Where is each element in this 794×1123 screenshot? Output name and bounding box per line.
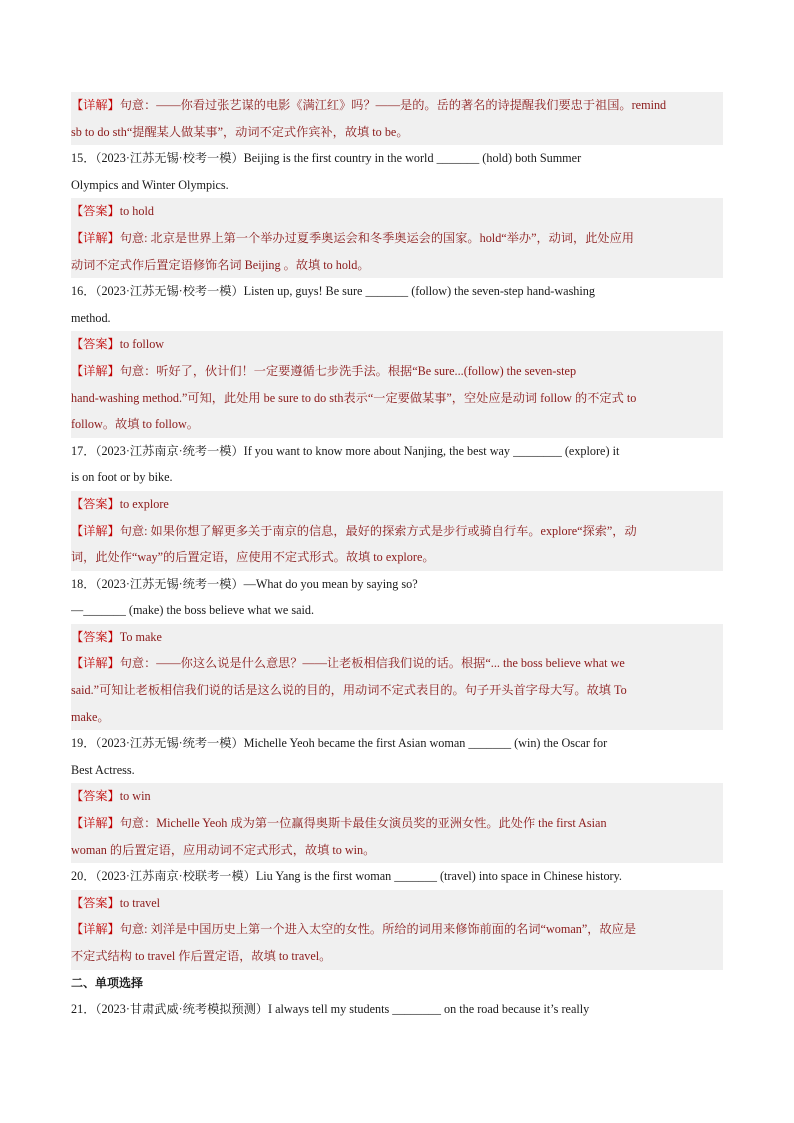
question-line: [71, 863, 723, 890]
question-line: [71, 305, 723, 332]
line-text: Olympics and Winter Olympics.: [71, 177, 229, 192]
line-text: 词，此处作“way”的后置定语，应使用不定式形式。故填 to explore。: [71, 550, 435, 565]
answer-line: [71, 544, 723, 571]
answer-line: [71, 837, 723, 864]
answer-line: [71, 92, 723, 119]
label-tag: 【答案】: [71, 496, 120, 511]
line-text: 不定式结构 to travel 作后置定语，故填 to travel。: [71, 949, 332, 963]
answer-line: [71, 518, 723, 545]
line-text: 20．（2023·江苏南京·校联考一模）Liu Yang is the first woman _______ (travel) into space in Chinese history.: [71, 869, 622, 884]
answer-line: [71, 411, 723, 438]
line-text: make。: [71, 709, 110, 724]
question-line: [71, 996, 723, 1023]
answer-line: [71, 385, 723, 412]
line-text: 19．（2023·江苏无锡·统考一模）Michelle Yeoh became the first Asian woman _______ (win) the Oscar for: [71, 736, 608, 751]
line-text: 21．（2023·甘肃武威·统考模拟预测）I always tell my students ________ on the road because it’s really: [71, 1002, 590, 1017]
label-tag: 【详解】: [71, 230, 120, 245]
label-tag: 【答案】: [71, 204, 120, 219]
question-line: [71, 597, 723, 624]
answer-line: [71, 358, 723, 385]
question-line: [71, 571, 723, 598]
line-text: 15．（2023·江苏无锡·校考一模）Beijing is the first country in the world _______ (hold) both Summer: [71, 151, 582, 166]
line-text: said.”可知让老板相信我们说的话是这么说的目的，用动词不定式表目的。句子开头首字母大写。故填 To: [71, 683, 627, 698]
answer-line: [71, 916, 723, 943]
label-tag: 【详解】: [71, 98, 120, 112]
question-line: [71, 757, 723, 784]
question-line: [71, 730, 723, 757]
answer-line: [71, 119, 723, 146]
answer-line: [71, 650, 723, 677]
line-text: woman 的后置定语，应用动词不定式形式，故填 to win。: [71, 842, 376, 857]
line-text: is on foot or by bike.: [71, 470, 173, 485]
label-tag: 【答案】: [71, 789, 120, 804]
answer-line: [71, 943, 723, 970]
line-text: hand-washing method.”可知，此处用 be sure to do sth表示“一定要做某事”，空处应是动词 follow 的不定式 to: [71, 390, 637, 405]
answer-line: [71, 331, 723, 358]
answer-line: [71, 225, 723, 252]
line-text: to travel: [119, 895, 161, 910]
label-tag: 【答案】: [71, 895, 120, 910]
label-tag: 【详解】: [71, 816, 120, 831]
label-tag: 【详解】: [71, 523, 120, 538]
answer-line: [71, 252, 723, 279]
label-tag: 【答案】: [71, 337, 120, 352]
line-text: 句意：听好了，伙计们！一定要遵循七步洗手法。根据“Be sure...(follow) the seven-step: [119, 363, 577, 378]
question-line: [71, 145, 723, 172]
label-tag: 【详解】: [71, 363, 120, 378]
line-text: to follow: [119, 337, 165, 352]
line-text: To make: [119, 629, 162, 644]
line-text: 句意: 刘洋是中国历史上第一个进入太空的女性。所给的词用来修饰前面的名词“woman”，故应是: [119, 922, 637, 937]
line-text: 二、单项选择: [71, 975, 144, 990]
line-text: follow。故填 to follow。: [71, 417, 199, 432]
line-text: 句意: 如果你想了解更多关于南京的信息，最好的探索方式是步行或骑自行车。explore“探索”，动: [119, 523, 637, 538]
question-line: [71, 438, 723, 465]
answer-line: [71, 783, 723, 810]
question-line: [71, 278, 723, 305]
line-text: method.: [71, 310, 111, 325]
answer-line: [71, 810, 723, 837]
line-text: 句意: 北京是世界上第一个举办过夏季奥运会和冬季奥运会的国家。hold“举办”，动词，此处应用: [119, 230, 634, 245]
question-line: [71, 172, 723, 199]
answer-line: [71, 198, 723, 225]
line-text: to hold: [119, 204, 154, 219]
line-text: 句意：——你看过张艺谋的电影《满江红》吗？——是的。岳的著名的诗提醒我们要忠于祖国。remind: [119, 98, 667, 112]
label-tag: 【详解】: [71, 922, 120, 937]
line-text: 句意：Michelle Yeoh 成为第一位赢得奥斯卡最佳女演员奖的亚洲女性。此处作 the first Asian: [119, 816, 607, 831]
line-text: to explore: [119, 496, 169, 511]
line-text: 16．（2023·江苏无锡·校考一模）Listen up, guys! Be sure _______ (follow) the seven-step hand-washing: [71, 284, 595, 299]
answer-line: [71, 704, 723, 731]
document-content: [71, 92, 723, 1023]
section-heading: [71, 970, 723, 997]
answer-line: [71, 624, 723, 651]
line-text: Best Actress.: [71, 762, 135, 777]
answer-line: [71, 491, 723, 518]
line-text: 17．（2023·江苏南京·统考一模）If you want to know more about Nanjing, the best way ________ (explore) it: [71, 443, 620, 458]
line-text: 动词不定式作后置定语修饰名词 Beijing 。故填 to hold。: [71, 257, 370, 272]
question-line: [71, 464, 723, 491]
line-text: 18．（2023·江苏无锡·统考一模）—What do you mean by saying so?: [71, 576, 418, 591]
answer-line: [71, 890, 723, 917]
line-text: sb to do sth“提醒某人做某事”，动词不定式作宾补，故填 to be。: [71, 124, 409, 139]
line-text: 句意：——你这么说是什么意思？——让老板相信我们说的话。根据“... the boss believe what we: [119, 656, 625, 671]
answer-line: [71, 677, 723, 704]
line-text: to win: [119, 789, 151, 804]
line-text: —_______ (make) the boss believe what we said.: [71, 603, 315, 618]
label-tag: 【答案】: [71, 629, 120, 644]
label-tag: 【详解】: [71, 656, 120, 671]
